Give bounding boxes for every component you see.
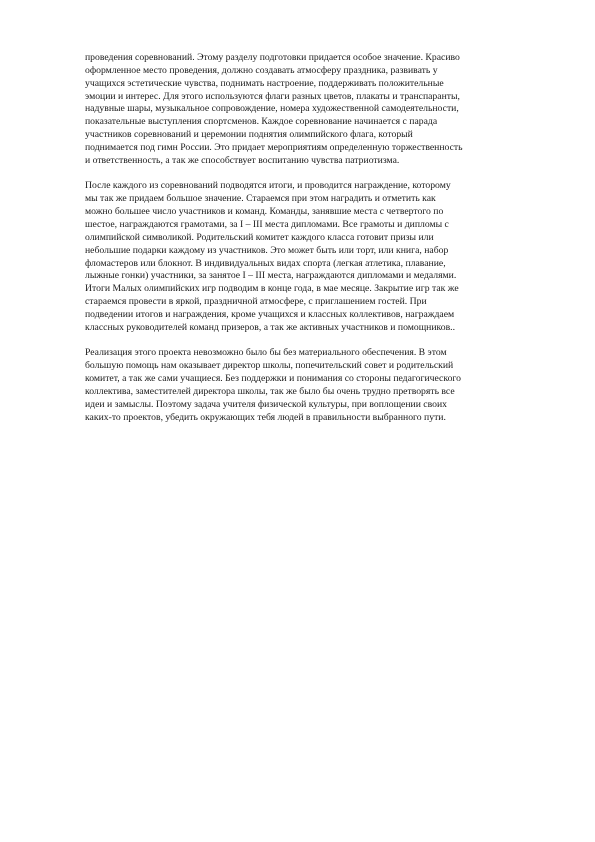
text-line: олимпийской символикой. Родительский комитет каждого класса готовит призы или [85, 231, 434, 243]
text-line: оформленное место проведения, должно создавать атмосферу праздника, развивать у [85, 64, 438, 76]
text-line: классных руководителей команд призеров, а так же активных участников и помощников.. [85, 321, 456, 333]
text-line: подведении итогов и награждения, кроме учащихся и классных коллективов, награждаем [85, 308, 455, 320]
text-line: каких-то проектов, убедить окружающих тебя людей в правильности выбранного пути. [85, 411, 446, 423]
text-line: и ответственность, а так же способствует воспитанию чувства патриотизма. [85, 154, 400, 166]
text-line: стараемся провести в яркой, праздничной атмосфере, с приглашением гостей. При [85, 296, 427, 308]
text-line: проведения соревнований. Этому разделу подготовки придается особое значение. Красиво [85, 52, 460, 63]
text-line: После каждого из соревнований подводятся итоги, и проводится награждение, которому [85, 180, 451, 192]
text-line: можно большее число участников и команд. Команды, занявшие места с четвертого по [85, 206, 444, 218]
text-line: небольшие подарки каждому из участников. Это может быть или торт, или книга, набор [85, 244, 449, 256]
text-line: лыжные гонки) участники, за занятое I – III места, награждаются дипломами и медалями. [85, 270, 457, 282]
text-line: фломастеров или блокнот. В индивидуальных видах спорта (легкая атлетика, плавание, [85, 257, 446, 269]
text-line: Реализация этого проекта невозможно было бы без материального обеспечения. В этом [85, 347, 447, 359]
text-line: участников соревнований и церемонии поднятия олимпийского флага, который [85, 129, 413, 141]
text-line: учащихся эстетические чувства, поднимать настроение, поддерживать положительные [85, 77, 444, 89]
paragraph-1 [85, 52, 557, 168]
document-body [85, 52, 557, 437]
text-line: надувные шары, музыкальное сопровождение, номера художественной самодеятельности, [85, 103, 459, 115]
text-line: Итоги Малых олимпийских игр подводим в конце года, в мае месяце. Закрытие игр так же [85, 283, 459, 295]
text-line: большую помощь нам оказывает директор школы, попечительский совет и родительский [85, 360, 454, 372]
paragraph-2 [85, 180, 557, 334]
text-line: мы так же придаем большое значение. Стараемся при этом наградить и отметить как [85, 193, 436, 205]
text-line: шестое, награждаются грамотами, за I – III места дипломами. Все грамоты и дипломы с [85, 218, 449, 230]
text-line: комитет, а так же сами учащиеся. Без поддержки и понимания со стороны педагогического [85, 373, 461, 385]
text-line: показательные выступления спортсменов. Каждое соревнование начинается с парада [85, 116, 438, 128]
text-line: идеи и замыслы. Поэтому задача учителя физической культуры, при воплощении своих [85, 398, 447, 410]
text-line: коллектива, заместителей директора школы, так же было бы очень трудно претворять все [85, 385, 455, 397]
paragraph-3 [85, 347, 557, 424]
text-line: эмоции и интерес. Для этого используются флаги разных цветов, плакаты и транспаранты, [85, 90, 460, 102]
text-line: поднимается под гимн России. Это придает мероприятиям определенную торжественность [85, 141, 463, 153]
